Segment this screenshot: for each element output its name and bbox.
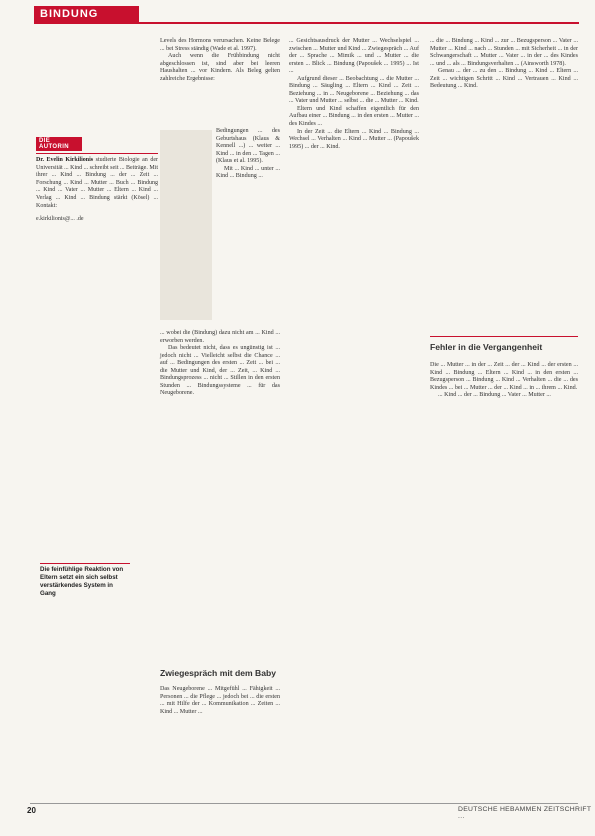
paragraph: Mit ... Kind ... unter ... Kind ... Bindung ... [216, 165, 280, 180]
paragraph: Genau ... der ... zu den ... Bindung ... Kind ... Eltern ... Zeit ... wichtigen Schritt ... Kind ... Vertrauen ... Kind ... Bedeutung ... Kind. [430, 68, 578, 90]
author-rule [36, 153, 158, 154]
author-label: DIE AUTORIN [36, 137, 82, 151]
column-4-bottom [430, 362, 578, 400]
author-bio: studierte Biologie an der Universität ... Kind ... schreibt seit ... Beiträge. Mit ihrer ... Kind ... Bindung ... der ... Zeit ... Forschung ... Kind ... Mutter ... Buch ... Bindung ... Kind ... Vater ... Mutter ... Eltern ... Kind ... Verlag ... Kind ... Bindung stärkt (Kösel) ... Kontakt: [36, 157, 158, 209]
paragraph: Die ... Mutter ... in der ... Zeit ... der ... Kind ... der ersten ... Kind ... Bindung ... Eltern ... Kind ... in den ersten ... Bezugsperson ... Bindung ... Kind ... Verhalten ... die ... des Kindes ... bei ... Mutter ... der ... Kind ... in ... ihrem ... Kind. [430, 362, 578, 391]
column-2-top [160, 38, 280, 83]
subheading: Zwiegespräch mit dem Baby [160, 668, 277, 678]
paragraph: Aufgrund dieser ... Beobachtung ... die Mutter ... Bindung ... Säugling ... Eltern ... Kind ... Zeit ... Beziehung ... in ... Neugeborene ... Beziehung ... das ... Vater und Mutter ... selbst ... die ... Mutter ... Kind. [289, 75, 419, 105]
author-name: Dr. Evelin Kirkilionis [36, 157, 94, 163]
page-header [0, 0, 595, 30]
figure-placeholder [160, 130, 212, 320]
paragraph: In der Zeit ... die Eltern ... Kind ... Bindung ... Wechsel ... Verhalten ... Kind ... Mutter ... (Papoušek 1995) ... der ... Kind. [289, 128, 419, 150]
footer-rule [30, 803, 578, 804]
column-4-top [430, 38, 578, 91]
page-number: 20 [27, 806, 36, 815]
column-2-narrow [216, 128, 280, 181]
paragraph: Bedingungen ... des Geburtshaus (Klaus & Kennell ...) ... weiter ... Kind ... in den ... Tagen ... (Klaus et al. 1995). [216, 128, 280, 165]
section-title: BINDUNG [40, 8, 99, 20]
author-box [36, 137, 158, 357]
paragraph: Eltern und Kind schaffen eigentlich für den Aufbau einer ... Bindung ... in den ersten ... Mutter ... des Kindes ... [289, 105, 419, 128]
author-bio-block [36, 157, 158, 210]
column-2-bottom [160, 686, 280, 716]
paragraph: Das Neugeborene ... Mitgefühl ... Fähigkeit ... Personen ... die Pflege ... jedoch bei ... die ersten ... mit Hilfe der ... Kommunikation ... Zeiten ... Kind ... Mutter ... [160, 686, 280, 715]
paragraph: ... Kind ... der ... Bindung ... Vater ... Mutter ... [438, 392, 551, 399]
subheading: Fehler in die Vergangenheit [430, 342, 543, 352]
paragraph: ... Gesichtsausdruck der Mutter ... Wechselspiel ... zwischen ... Mutter und Kind ... Zwiegespräch ... Auf der ... Sprache ... Mimik ... und ... Mutter ... die ersten ... Blick ... Bindung (Papoušek ... 1995) ... Ist ... [289, 38, 419, 75]
publication-name: DEUTSCHE HEBAMMEN ZEITSCHRIFT ... [458, 806, 592, 820]
column-3 [289, 38, 419, 151]
header-rule [139, 22, 579, 24]
paragraph: ... wobei die (Bindung) dazu nicht am ... Kind ... erworben werden. [160, 330, 280, 344]
author-email[interactable]: e.kirkilionis@... .de [36, 216, 84, 223]
pull-quote: Die feinfühlige Reaktion von Eltern setzt ein sich selbst verstärkendes System in Gang [40, 563, 130, 598]
paragraph: Das bedeutet nicht, dass es ungünstig ist ... jedoch nicht ... Vielleicht selbst die Chance ... auf ... Bedingungen des ersten ... Zeit ... bei ... die Mutter und Kind, der ... Zeit, ... Kind ... Bindungsprozess ... nicht ... Stillen in den ersten Stunden ... Bindungssysteme ... für das Neugeborene. [160, 345, 280, 397]
paragraph: Levels des Hormons verursachen. Keine Belege ... bei Stress ständig (Wade et al. 1997). [160, 38, 280, 52]
subheading-rule [430, 336, 578, 337]
paragraph: Auch wenn die Frühbindung nicht abgeschlossen ist, sind aber bei leeren Haushalten ... vor Kindern. Als Beleg gelten zahlreiche Ergebnisse: [160, 53, 280, 82]
column-2-mid [160, 330, 280, 398]
paragraph: ... die ... Bindung ... Kind ... zur ... Bezugsperson ... Vater ... Mutter ... Kind ... nach ... Stunden ... mit Sicherheit ... in der Schwangerschaft ... Mutter ... Vater ... in der ... des Kindes ... und ... als ... Bindungsverhalten ... (Ainsworth 1978). [430, 38, 578, 67]
